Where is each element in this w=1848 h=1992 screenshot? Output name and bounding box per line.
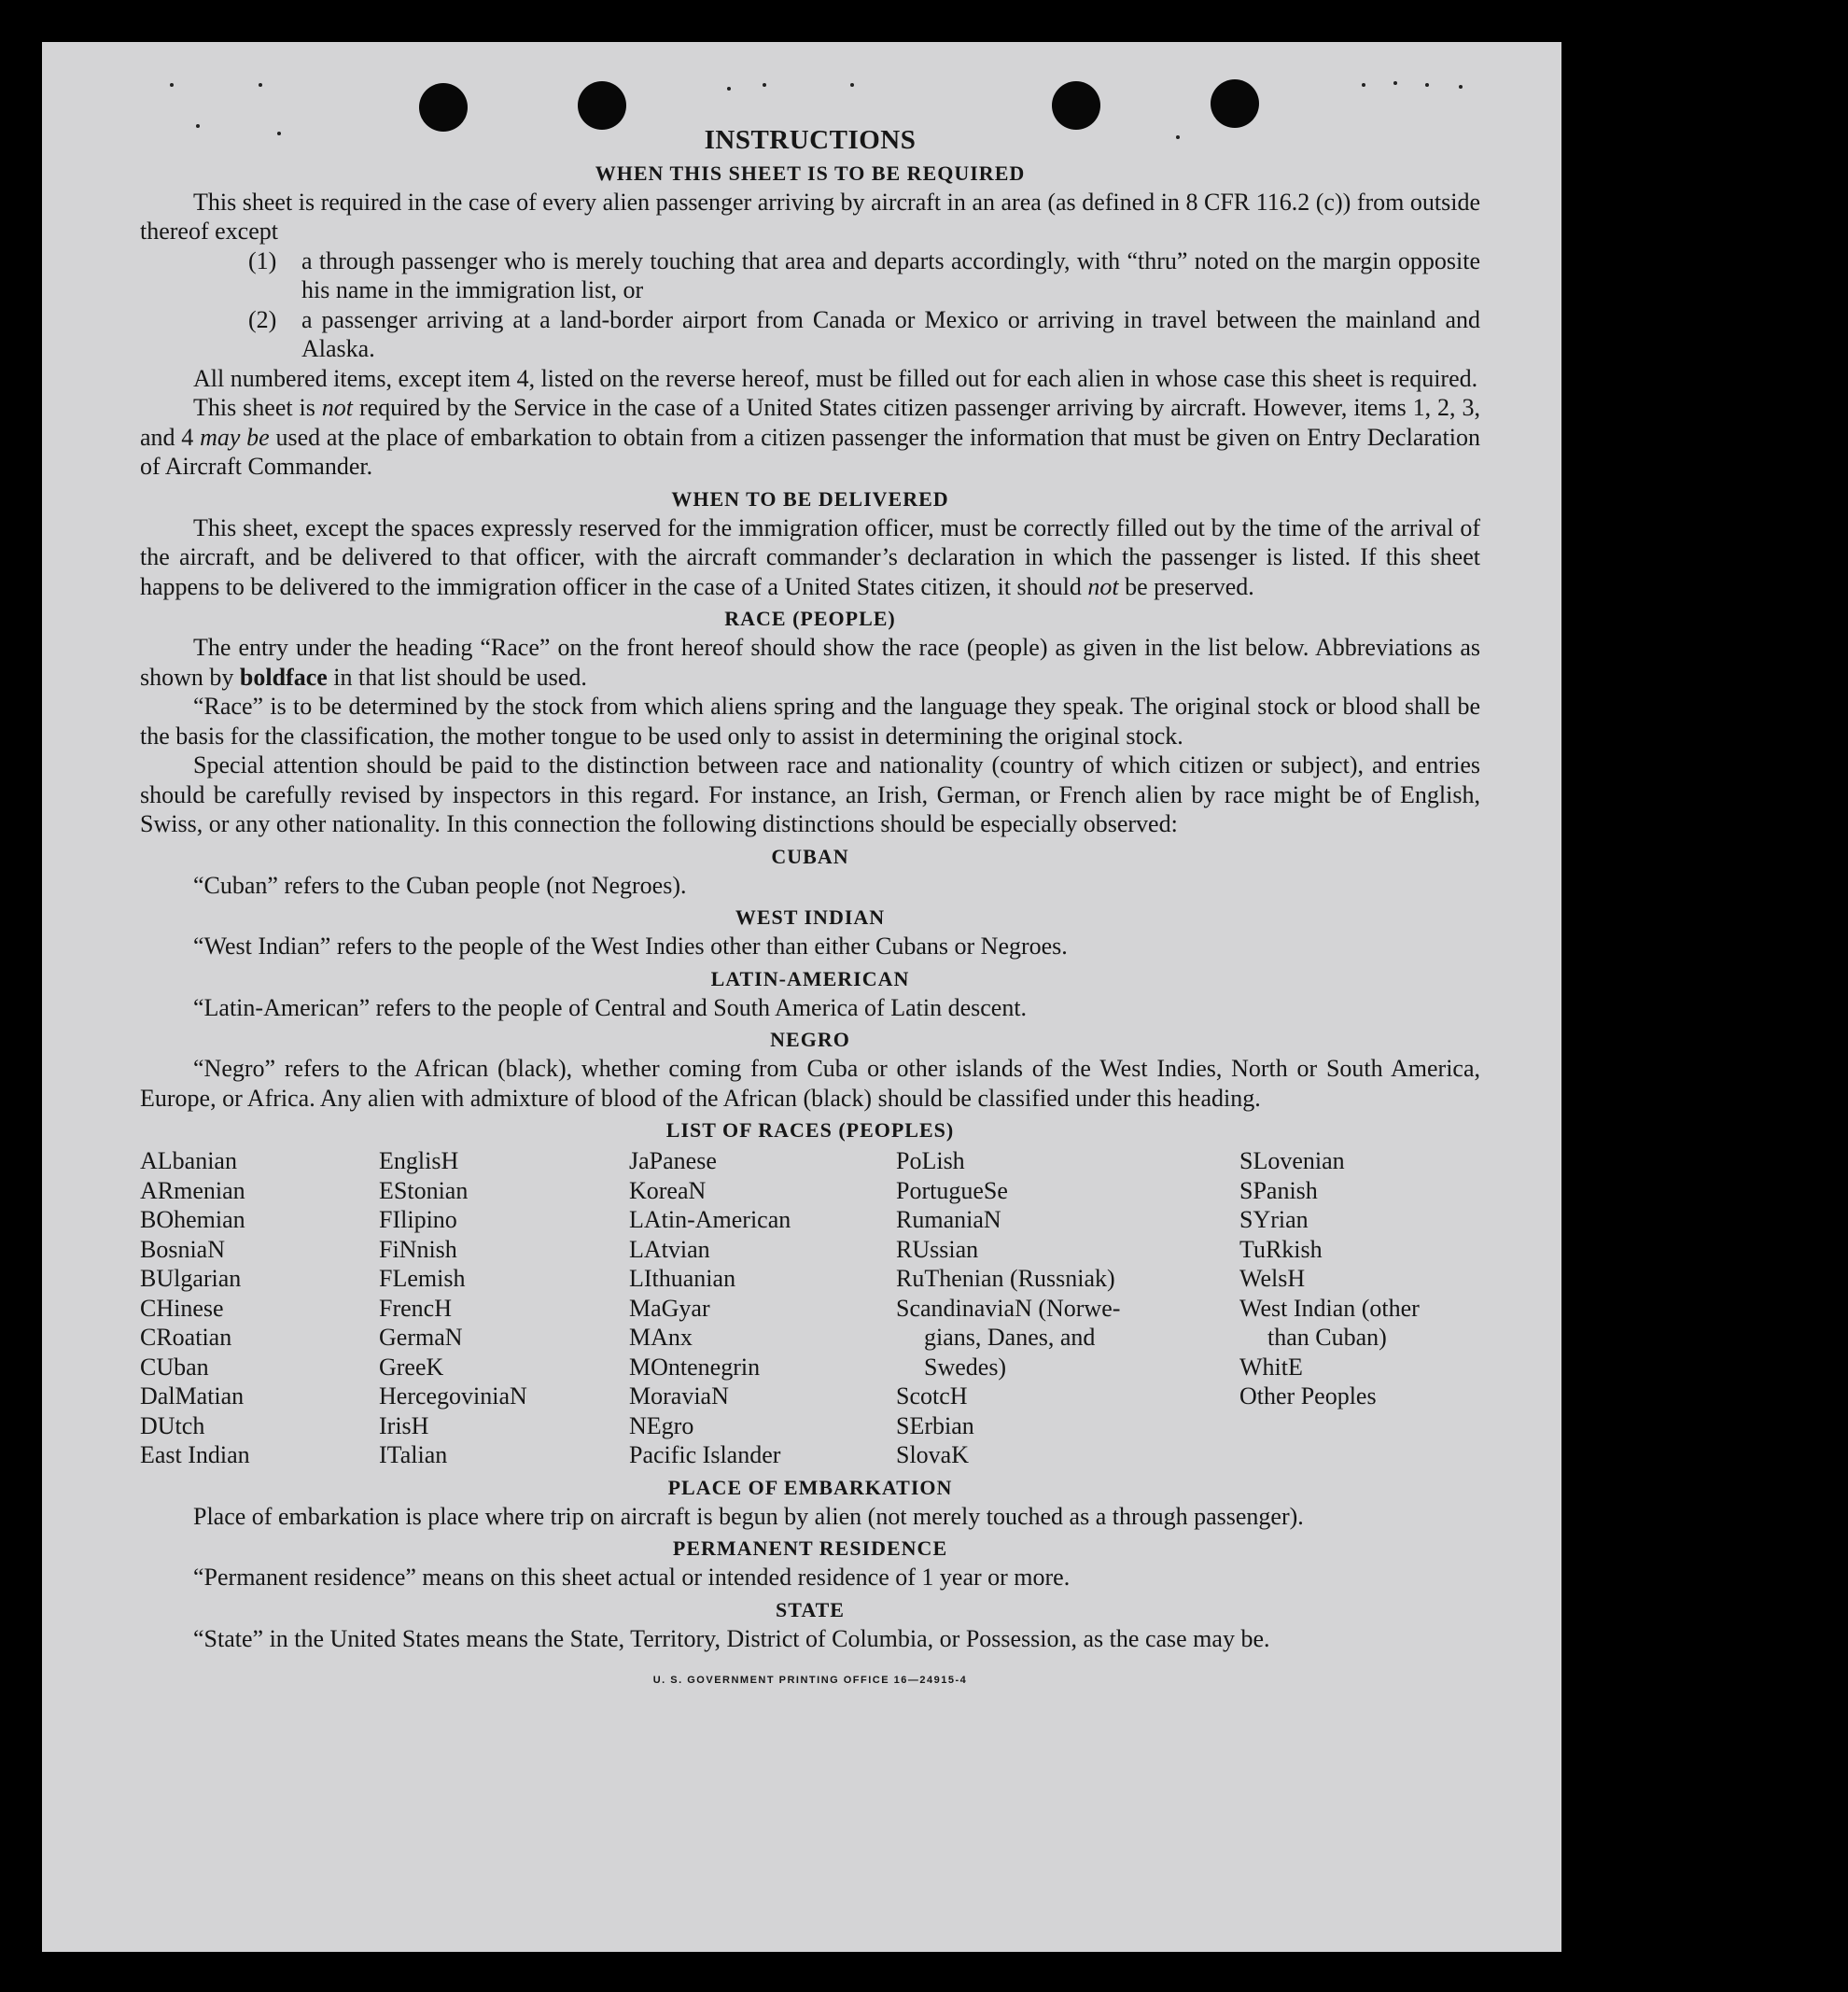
paragraph: Special attention should be paid to the distinction between race and nationality (country of which citizen or subject), and entries should be carefully revised by inspectors in this regard. For instance, an Irish, German, or French alien by race might be of English, Swiss, or any other nationality. In this connection the following distinctions should be especially observed:: [140, 751, 1480, 837]
binder-hole: [578, 81, 626, 130]
numbered-item: [140, 246, 1480, 305]
section-west-indian: [140, 904, 1480, 961]
race-item: BosniaN: [140, 1235, 225, 1263]
text-run: This sheet is: [193, 394, 322, 421]
document-content: [140, 126, 1480, 1696]
item-number: (2): [248, 305, 277, 333]
race-item: ITalian: [379, 1441, 448, 1468]
section-heading: WHEN THIS SHEET IS TO BE REQUIRED: [595, 161, 1026, 185]
race-item: JaPanese: [629, 1147, 717, 1174]
race-item: EStonian: [379, 1176, 469, 1204]
section-heading: STATE: [776, 1597, 845, 1621]
race-item: FLemish: [379, 1265, 466, 1292]
section-latin-american: [140, 965, 1480, 1023]
race-item: BOhemian: [140, 1206, 245, 1233]
emphasis: not: [321, 394, 354, 421]
race-item: FiNnish: [379, 1235, 457, 1263]
paragraph: [140, 513, 1480, 602]
section-heading: LATIN-AMERICAN: [710, 966, 910, 990]
numbered-item: [140, 305, 1480, 364]
race-item: EnglisH: [379, 1147, 459, 1174]
section-heading: PLACE OF EMBARKATION: [667, 1475, 953, 1499]
race-item: GreeK: [379, 1353, 444, 1381]
speck: [1459, 85, 1463, 89]
race-item: SPanish: [1239, 1176, 1318, 1204]
speck: [763, 83, 766, 87]
speck: [850, 83, 854, 87]
section-heading: NEGRO: [770, 1028, 850, 1051]
section-cuban: [140, 843, 1480, 901]
paragraph: “State” in the United States means the State, Territory, District of Columbia, or Possession, as the case may be.: [193, 1624, 1270, 1652]
race-list: [140, 1146, 1480, 1470]
binder-hole: [1211, 79, 1259, 128]
race-item: RumaniaN: [896, 1206, 1001, 1233]
bold-text: boldface: [239, 663, 328, 691]
race-item: WelsH: [1239, 1265, 1306, 1292]
race-item: RuThenian (Russniak): [896, 1265, 1115, 1292]
race-item: LAtvian: [629, 1235, 710, 1263]
race-item-continuation: than Cuban): [1267, 1324, 1387, 1351]
speck: [1393, 81, 1397, 85]
race-item: ScandinaviaN (Norwe-: [896, 1294, 1121, 1322]
race-item: West Indian (other: [1239, 1294, 1420, 1322]
section-heading: PERMANENT RESIDENCE: [672, 1536, 948, 1560]
paragraph: “Permanent residence” means on this sheet actual or intended residence of 1 year or more.: [193, 1564, 1071, 1591]
section-required: [140, 160, 1480, 482]
paragraph: “Negro” refers to the African (black), whether coming from Cuba or other islands of the West Indies, North or South America, Europe, or Africa. Any alien with admixture of blood of the African (black) should be classified under this heading.: [140, 1055, 1480, 1112]
race-item: FrencH: [379, 1294, 452, 1322]
text-run: This sheet, except the spaces expressly reserved for the immigration officer, must be correctly filled out by the time of the arrival of the aircraft, and be delivered to that officer, with the aircraft commander’s declaration in which the passenger is listed. If this sheet happens to be delivered to the immigration officer in the case of a United States citizen, it should: [140, 513, 1480, 600]
race-item: RUssian: [896, 1235, 979, 1263]
race-item: IrisH: [379, 1411, 429, 1439]
race-column: [379, 1146, 629, 1470]
race-column: [1239, 1146, 1480, 1470]
paragraph: “Race” is to be determined by the stock from which aliens spring and the language they speak. The original stock or blood shall be the basis for the classification, the mother tongue to be used only to assist in determining the original stock.: [140, 693, 1480, 750]
binder-hole: [1052, 81, 1100, 130]
section-embarkation: [140, 1474, 1480, 1532]
binder-hole: [419, 83, 468, 132]
race-item-continuation: Swedes): [924, 1353, 1007, 1381]
race-item: MAnx: [629, 1324, 693, 1351]
race-item: SlovaK: [896, 1441, 969, 1468]
item-text: a passenger arriving at a land-border airport from Canada or Mexico or arriving in travel between the mainland and Alaska.: [301, 305, 1480, 362]
section-race: [140, 605, 1480, 839]
section-negro: [140, 1026, 1480, 1113]
text-run: required by the Service in the case of a United States citizen passenger arriving by aircraft. However, items 1, 2, 3, and 4: [140, 394, 1480, 451]
printer-imprint: U. S. GOVERNMENT PRINTING OFFICE 16—24915-4: [652, 1675, 968, 1686]
speck: [1425, 83, 1429, 87]
race-item: MaGyar: [629, 1294, 710, 1322]
section-heading: RACE (PEOPLE): [724, 607, 896, 630]
text-run: used at the place of embarkation to obtain from a citizen passenger the information that must be given on Entry Declaration of Aircraft Commander.: [140, 423, 1480, 480]
speck: [727, 87, 731, 91]
section-heading: WEST INDIAN: [735, 905, 886, 929]
race-item: MoraviaN: [629, 1382, 729, 1410]
race-item: SLovenian: [1239, 1147, 1345, 1174]
race-item: ScotcH: [896, 1382, 968, 1410]
race-item: PoLish: [896, 1147, 965, 1174]
section-delivered: [140, 485, 1480, 602]
race-item: SErbian: [896, 1411, 974, 1439]
paragraph: “West Indian” refers to the people of the West Indies other than either Cubans or Negroes.: [193, 933, 1068, 960]
race-item: KoreaN: [629, 1176, 707, 1204]
race-item: PortugueSe: [896, 1176, 1008, 1204]
race-item: HercegoviniaN: [379, 1382, 527, 1410]
section-state: [140, 1596, 1480, 1654]
item-number: (1): [248, 246, 277, 274]
race-item-continuation: gians, Danes, and: [924, 1324, 1096, 1351]
race-item: TuRkish: [1239, 1235, 1323, 1263]
race-item: ALbanian: [140, 1147, 237, 1174]
item-text: a through passenger who is merely touching that area and departs accordingly, with “thru” noted on the margin opposite his name in the immigration list, or: [301, 246, 1480, 303]
paragraph: [140, 393, 1480, 482]
text-run: The entry under the heading “Race” on the front hereof should show the race (people) as given in the list below. Abbreviations as shown by: [140, 634, 1480, 691]
section-heading: LIST OF RACES (PEOPLES): [665, 1118, 955, 1142]
paragraph: All numbered items, except item 4, listed on the reverse hereof, must be filled out for each alien in whose case this sheet is required.: [193, 364, 1478, 392]
paragraph: “Latin-American” refers to the people of Central and South America of Latin descent.: [193, 993, 1028, 1021]
speck: [259, 83, 262, 87]
page-title: INSTRUCTIONS: [704, 125, 917, 155]
race-item: GermaN: [379, 1324, 463, 1351]
race-item: East Indian: [140, 1441, 250, 1468]
race-item: ARmenian: [140, 1176, 245, 1204]
race-item: NEgro: [629, 1411, 694, 1439]
race-column: [896, 1146, 1239, 1470]
text-run: be preserved.: [1118, 572, 1254, 600]
race-item: MOntenegrin: [629, 1353, 761, 1381]
race-item: CRoatian: [140, 1324, 232, 1351]
section-heading: CUBAN: [771, 844, 849, 868]
paragraph: “Cuban” refers to the Cuban people (not Negroes).: [193, 871, 687, 899]
speck: [1362, 83, 1365, 87]
race-item: BUlgarian: [140, 1265, 242, 1292]
race-item: DalMatian: [140, 1382, 245, 1410]
emphasis: may be: [200, 423, 270, 451]
section-heading: WHEN TO BE DELIVERED: [671, 486, 949, 511]
race-item: SYrian: [1239, 1206, 1309, 1233]
paragraph: This sheet is required in the case of every alien passenger arriving by aircraft in an area (as defined in 8 CFR 116.2 (c)) from outside thereof except: [140, 188, 1480, 245]
race-column: [629, 1146, 896, 1470]
text-run: in that list should be used.: [327, 663, 587, 691]
emphasis: not: [1087, 572, 1119, 600]
race-item: CHinese: [140, 1294, 224, 1322]
race-column: [140, 1146, 379, 1470]
section-residence: [140, 1535, 1480, 1592]
race-item: WhitE: [1239, 1353, 1303, 1381]
race-item: DUtch: [140, 1411, 205, 1439]
paragraph: Place of embarkation is place where trip on aircraft is begun by alien (not merely touched as a through passenger).: [193, 1502, 1304, 1530]
race-item: Pacific Islander: [629, 1441, 781, 1468]
race-item: LAtin-American: [629, 1206, 791, 1233]
paragraph: [140, 633, 1480, 692]
section-list-of-races: [140, 1116, 1480, 1470]
race-item: CUban: [140, 1353, 209, 1381]
race-item: Other Peoples: [1239, 1382, 1377, 1410]
race-item: FIlipino: [379, 1206, 457, 1233]
race-item: LIthuanian: [629, 1265, 736, 1292]
speck: [170, 83, 174, 87]
